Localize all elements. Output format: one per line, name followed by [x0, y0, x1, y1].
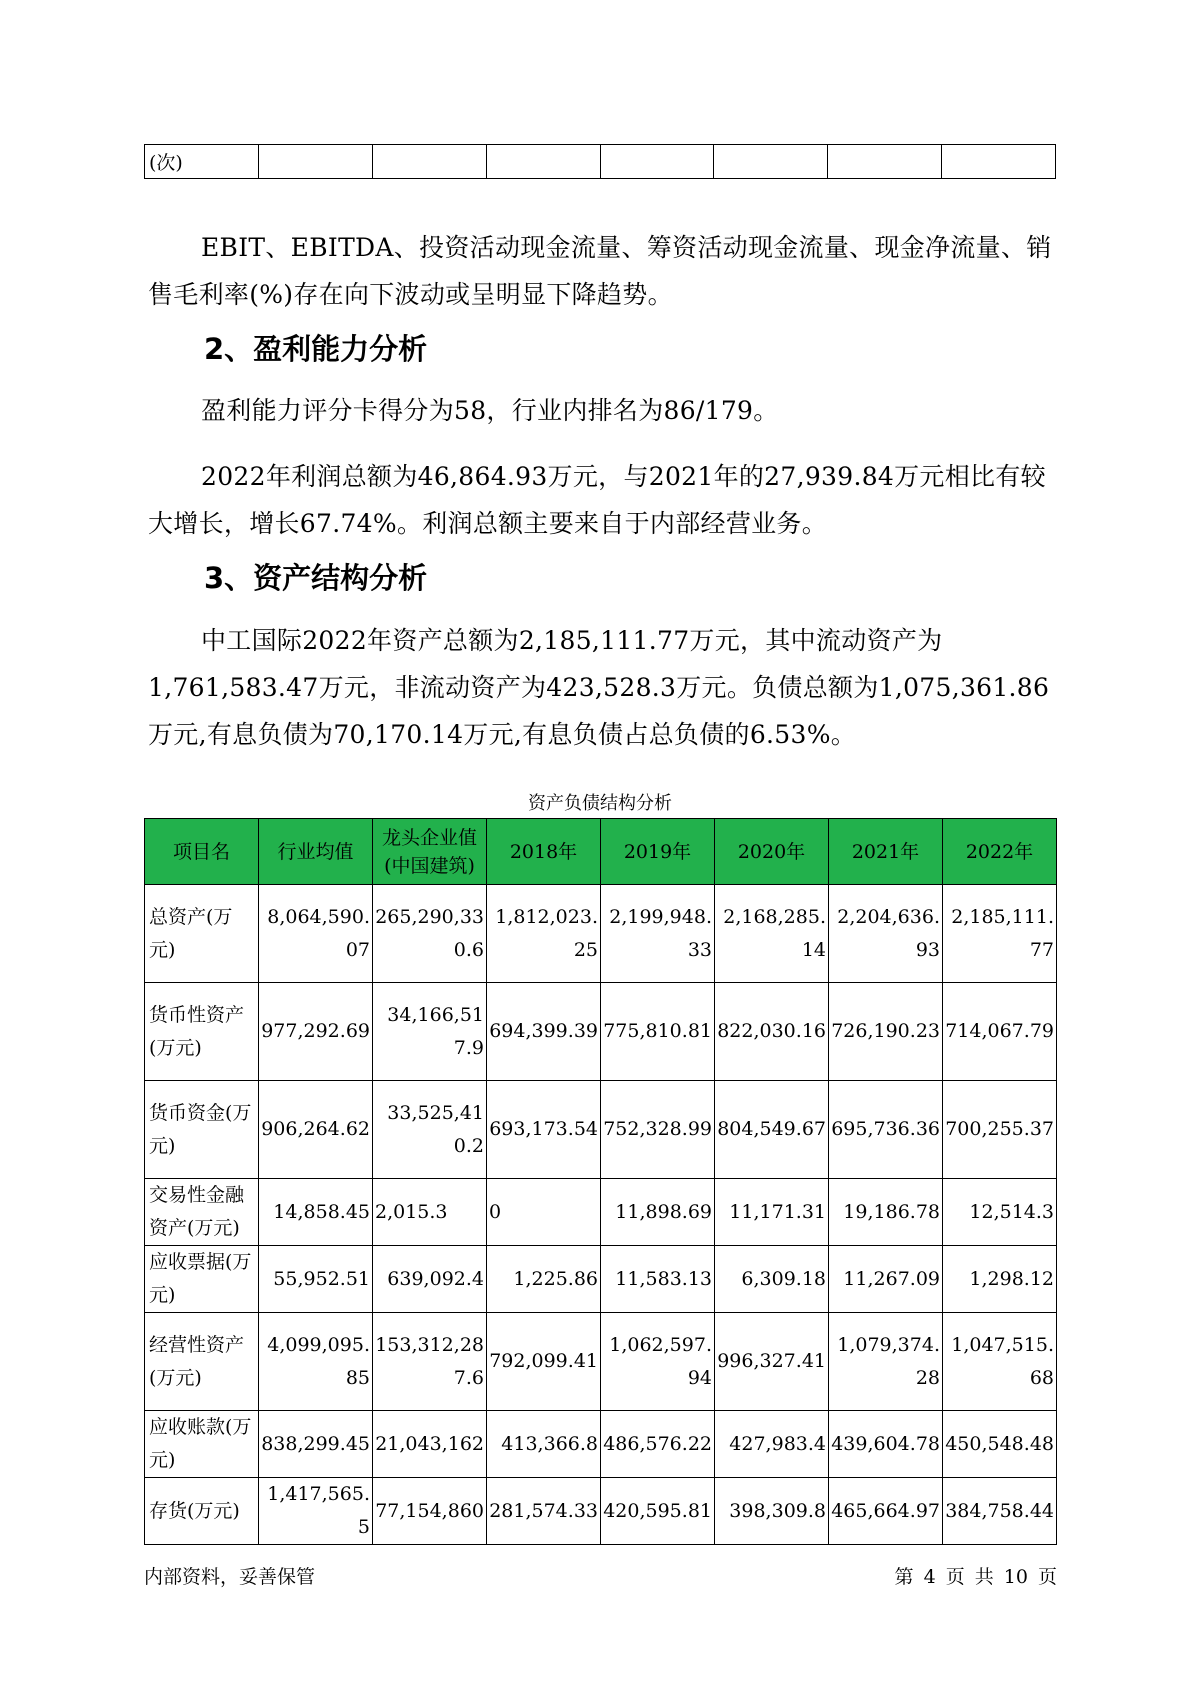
column-header: 2018年	[487, 819, 601, 885]
table-cell: 996,327.41	[715, 1313, 829, 1411]
table-cell: 695,736.36	[829, 1081, 943, 1179]
row-label: 存货(万元)	[145, 1478, 259, 1545]
row-label: 应收票据(万元)	[145, 1246, 259, 1313]
table-cell: 4,099,095.85	[259, 1313, 373, 1411]
table-cell: 11,898.69	[601, 1179, 715, 1246]
table-cell: 153,312,287.6	[373, 1313, 487, 1411]
table-cell: 12,514.3	[943, 1179, 1057, 1246]
paragraph-scorecard: 盈利能力评分卡得分为58，行业内排名为86/179。	[201, 396, 779, 425]
table-cell: 775,810.81	[601, 983, 715, 1081]
table-row	[145, 145, 1056, 179]
table-cell: 413,366.8	[487, 1411, 601, 1478]
table-cell: 2,015.3	[373, 1179, 487, 1246]
row-label: 交易性金融资产(万元)	[145, 1179, 259, 1246]
row-label: 应收账款(万元)	[145, 1411, 259, 1478]
table-cell: 450,548.48	[943, 1411, 1057, 1478]
continued-table-row	[144, 144, 1056, 179]
column-header: 2021年	[829, 819, 943, 885]
table-cell: 420,595.81	[601, 1478, 715, 1545]
table-header-row	[145, 819, 1057, 885]
table-row	[145, 885, 1057, 983]
table-cell	[372, 145, 486, 179]
footer-page-number: 第 4 页 共 10 页	[894, 1566, 1057, 1588]
table-cell: 427,983.4	[715, 1411, 829, 1478]
table-cell: 1,812,023.25	[487, 885, 601, 983]
table-cell	[486, 145, 600, 179]
table-row	[145, 1411, 1057, 1478]
table-cell: 265,290,330.6	[373, 885, 487, 983]
table-cell: 1,079,374.28	[829, 1313, 943, 1411]
table-cell	[828, 145, 942, 179]
table-cell: 21,043,162	[373, 1411, 487, 1478]
table-cell: 19,186.78	[829, 1179, 943, 1246]
table-row	[145, 983, 1057, 1081]
row-label: 经营性资产(万元)	[145, 1313, 259, 1411]
table-cell: 8,064,590.07	[259, 885, 373, 983]
table-cell: (次)	[145, 145, 259, 179]
table-cell: 2,168,285.14	[715, 885, 829, 983]
table-row	[145, 1246, 1057, 1313]
table-cell: 439,604.78	[829, 1411, 943, 1478]
table-cell: 639,092.4	[373, 1246, 487, 1313]
column-header: 2022年	[943, 819, 1057, 885]
table-cell: 792,099.41	[487, 1313, 601, 1411]
paragraph-profit: 2022年利润总额为46,864.93万元，与2021年的27,939.84万元相比有较大增长，增长67.74%。利润总额主要来自于内部经营业务。	[148, 462, 1046, 538]
table-cell	[258, 145, 372, 179]
section-heading-asset-structure: 3、资产结构分析	[204, 561, 428, 595]
table-cell: 1,062,597.94	[601, 1313, 715, 1411]
table-cell	[714, 145, 828, 179]
table-cell: 281,574.33	[487, 1478, 601, 1545]
table-cell: 752,328.99	[601, 1081, 715, 1179]
table-cell: 694,399.39	[487, 983, 601, 1081]
table-cell: 465,664.97	[829, 1478, 943, 1545]
column-header: 项目名	[145, 819, 259, 885]
table-cell: 6,309.18	[715, 1246, 829, 1313]
column-header: 2019年	[601, 819, 715, 885]
table-cell: 838,299.45	[259, 1411, 373, 1478]
table-cell	[600, 145, 714, 179]
paragraph-assets: 中工国际2022年资产总额为2,185,111.77万元，其中流动资产为1,761,583.47万元，非流动资产为423,528.3万元。负债总额为1,075,361.86万元,有息负债为70,170.14万元,有息负债占总负债的6.53%。	[148, 626, 1050, 749]
table-cell: 1,417,565.5	[259, 1478, 373, 1545]
table-cell	[942, 145, 1056, 179]
column-header: 行业均值	[259, 819, 373, 885]
table-cell: 2,204,636.93	[829, 885, 943, 983]
table-cell: 726,190.23	[829, 983, 943, 1081]
table-row	[145, 1081, 1057, 1179]
table-row	[145, 1313, 1057, 1411]
table-cell: 34,166,517.9	[373, 983, 487, 1081]
table-cell: 700,255.37	[943, 1081, 1057, 1179]
table-cell: 384,758.44	[943, 1478, 1057, 1545]
column-header: 龙头企业值(中国建筑)	[373, 819, 487, 885]
balance-structure-table	[144, 818, 1057, 1545]
table-cell: 822,030.16	[715, 983, 829, 1081]
table-cell: 55,952.51	[259, 1246, 373, 1313]
table-row	[145, 1179, 1057, 1246]
column-header: 2020年	[715, 819, 829, 885]
row-label: 总资产(万元)	[145, 885, 259, 983]
row-label: 货币性资产(万元)	[145, 983, 259, 1081]
table-cell: 2,199,948.33	[601, 885, 715, 983]
table-cell: 11,171.31	[715, 1179, 829, 1246]
table-cell: 1,225.86	[487, 1246, 601, 1313]
table-cell: 804,549.67	[715, 1081, 829, 1179]
table-cell: 14,858.45	[259, 1179, 373, 1246]
table-cell: 33,525,410.2	[373, 1081, 487, 1179]
table-cell: 0	[487, 1179, 601, 1246]
table-row	[145, 1478, 1057, 1545]
paragraph-trend: EBIT、EBITDA、投资活动现金流量、筹资活动现金流量、现金净流量、销售毛利率(%)存在向下波动或呈明显下降趋势。	[148, 233, 1052, 309]
footer-confidential-note: 内部资料，妥善保管	[144, 1566, 316, 1588]
table-cell: 398,309.8	[715, 1478, 829, 1545]
table-cell: 1,047,515.68	[943, 1313, 1057, 1411]
table-cell: 693,173.54	[487, 1081, 601, 1179]
table-cell: 714,067.79	[943, 983, 1057, 1081]
table-caption: 资产负债结构分析	[528, 793, 672, 814]
table-cell: 11,267.09	[829, 1246, 943, 1313]
table-cell: 2,185,111.77	[943, 885, 1057, 983]
table-cell: 486,576.22	[601, 1411, 715, 1478]
row-label: 货币资金(万元)	[145, 1081, 259, 1179]
section-heading-profitability: 2、盈利能力分析	[204, 332, 428, 366]
table-cell: 906,264.62	[259, 1081, 373, 1179]
table-cell: 11,583.13	[601, 1246, 715, 1313]
table-cell: 77,154,860	[373, 1478, 487, 1545]
table-cell: 977,292.69	[259, 983, 373, 1081]
table-cell: 1,298.12	[943, 1246, 1057, 1313]
